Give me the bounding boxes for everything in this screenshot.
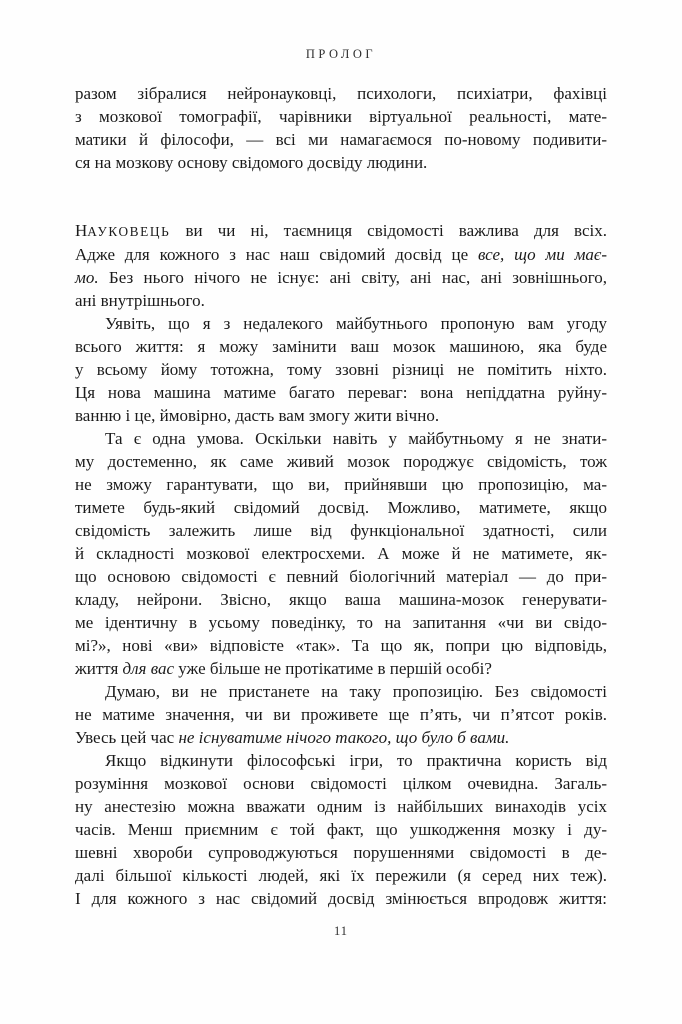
text-line (75, 312, 607, 335)
text-line (75, 151, 607, 174)
text-line (75, 588, 607, 611)
text-run: ви чи ні, таємниця свідомості важлива для всіх. (170, 221, 607, 240)
text-run: часів. Менш приємним є той факт, що ушкодження мозку і ду- (75, 820, 607, 839)
text-line (75, 358, 607, 381)
paragraph (75, 82, 607, 174)
text-line (75, 427, 607, 450)
text-line (75, 864, 607, 887)
small-caps-opener: АУКОВЕЦЬ (87, 224, 171, 239)
text-run: ся на мозкову основу свідомого досвіду людини. (75, 153, 428, 172)
text-line (75, 542, 607, 565)
text-run: ме ідентичну в усьому поведінку, то на запитання «чи ви свідо- (75, 613, 607, 632)
text-run: ані внутрішнього. (75, 291, 205, 310)
text-line (75, 795, 607, 818)
text-line (75, 289, 607, 312)
text-line (75, 749, 607, 772)
text-run: му достеменно, як саме живий мозок породжує свідомість, тож (75, 452, 607, 471)
text-run: всього життя: я можу замінити ваш мозок машиною, яка буде (75, 337, 607, 356)
text-line (75, 219, 607, 243)
text-line (75, 105, 607, 128)
text-run: Н (75, 221, 88, 240)
text-line (75, 703, 607, 726)
text-block (75, 82, 607, 910)
text-line (75, 266, 607, 289)
paragraph (75, 749, 607, 910)
text-run: Думаю, ви не пристанете на таку пропозицію. Без свідомості (105, 682, 607, 701)
text-line (75, 381, 607, 404)
text-line (75, 841, 607, 864)
text-line (75, 335, 607, 358)
text-run: Уявіть, що я з недалекого майбутнього пропоную вам угоду (105, 314, 607, 333)
paragraph (75, 680, 607, 749)
paragraph (75, 427, 607, 680)
text-line (75, 82, 607, 105)
text-line (75, 818, 607, 841)
text-run: Ця нова машина матиме багато переваг: вона непіддатна руйну- (75, 383, 607, 402)
text-run: свідомість залежить лише від функціональної здатності, сили (75, 521, 607, 540)
text-run: що основою свідомості є певний біологічний матеріал — до при- (75, 567, 607, 586)
text-run: кладу, нейрони. Звісно, якщо ваша машина-мозок генерувати- (75, 590, 607, 609)
text-run: й складності мозкової електросхеми. А може й не матимете, як- (75, 544, 607, 563)
text-line (75, 496, 607, 519)
text-line (75, 243, 607, 266)
text-run: Увесь цей час (75, 728, 179, 747)
text-line (75, 772, 607, 795)
text-run: матики й філософи, — всі ми намагаємося по-новому подивити- (75, 130, 607, 149)
text-run: Якщо відкинути філософські ігри, то практична користь від (105, 751, 607, 770)
page-number: 11 (333, 924, 349, 938)
text-run: ванню і це, ймовірно, дасть вам змогу жити вічно. (75, 406, 440, 425)
text-run: І для кожного з нас свідомий досвід змінюється впродовж життя: (75, 889, 607, 908)
text-line (75, 450, 607, 473)
text-run: уже більше не протікатиме в першій особі? (174, 659, 492, 678)
text-run: ну анестезію можна вважати одним із найбільших винаходів усіх (75, 797, 607, 816)
text-line (75, 680, 607, 703)
text-line (75, 473, 607, 496)
text-run: мі?», нові «ви» відповісте «так». Та що як, попри цю відповідь, (75, 636, 607, 655)
text-run: Без нього нічого не існує: ані світу, ані нас, ані зовнішнього, (98, 268, 607, 287)
text-line (75, 657, 607, 680)
text-run: шевні хвороби супроводжуються порушеннями свідомості в де- (75, 843, 607, 862)
text-line (75, 887, 607, 910)
text-run: Та є одна умова. Оскільки навіть у майбутньому я не знати- (105, 429, 607, 448)
italic-phrase: для вас (122, 659, 175, 678)
text-run: далі більшої кількості людей, які їх пережили (я серед них теж). (75, 866, 607, 885)
text-run: разом зібралися нейронауковці, психологи, психіатри, фахівці (75, 84, 607, 103)
running-header: ПРОЛОГ (305, 47, 377, 61)
text-line (75, 128, 607, 151)
text-line (75, 611, 607, 634)
text-run: у всьому йому тотожна, тому ззовні різниці не помітить ніхто. (75, 360, 607, 379)
text-line (75, 519, 607, 542)
italic-phrase: мо. (75, 268, 99, 287)
italic-phrase: не існуватиме нічого такого, що було б вами. (178, 728, 510, 747)
text-run: Адже для кожного з нас наш свідомий досвід це (75, 245, 478, 264)
italic-phrase: все, що ми має- (477, 245, 607, 264)
text-run: тимете будь-який свідомий досвід. Можливо, матимете, якщо (75, 498, 607, 517)
text-line (75, 634, 607, 657)
text-line (75, 404, 607, 427)
text-line (75, 726, 607, 749)
paragraph (75, 219, 607, 312)
text-run: не матиме значення, чи ви проживете ще п’ять, чи п’ятсот років. (75, 705, 607, 724)
text-run: життя (75, 659, 123, 678)
text-run: не зможу гарантувати, що ви, прийнявши цю пропозицію, ма- (75, 475, 607, 494)
text-run: з мозкової томографії, чарівники віртуальної реальності, мате- (75, 107, 607, 126)
text-line (75, 565, 607, 588)
text-run: розуміння мозкової основи свідомості цілком очевидна. Загаль- (75, 774, 607, 793)
paragraph (75, 312, 607, 427)
section-break (75, 174, 607, 219)
